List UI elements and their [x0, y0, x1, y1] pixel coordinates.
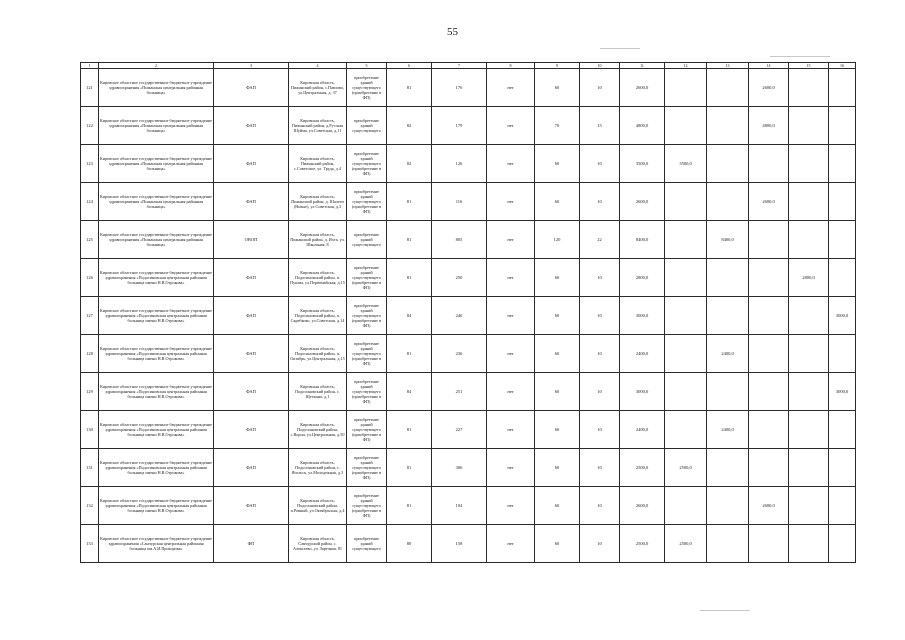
value-col-7: 227: [432, 411, 487, 449]
value-col-14: [749, 297, 789, 335]
table-row: [81, 373, 856, 411]
row-number: 126: [81, 259, 99, 297]
address: Кировская область, Подосиновский район, п.Ровный, ул.Октябрьская, д.4: [289, 487, 347, 525]
value-col-7: 246: [432, 297, 487, 335]
value-col-10: 10: [580, 373, 620, 411]
column-number: 7: [432, 63, 487, 69]
column-number: 12: [665, 63, 707, 69]
institution-name: Кировское областное государственное бюджетное учреждение здравоохранения «Пижанская центральная районная больница»: [99, 221, 214, 259]
value-col-10: 10: [580, 449, 620, 487]
facility-type: ФАП: [214, 449, 289, 487]
action: приобретение зданий существующего (приобретение в ФП): [347, 297, 387, 335]
value-col-14: [749, 411, 789, 449]
address: Кировская область, Подосиновский район, с. Ягольск, ул.Молодежная, д.3: [289, 449, 347, 487]
value-col-8: нет: [487, 335, 535, 373]
value-col-10: 10: [580, 259, 620, 297]
value-col-7: 251: [432, 373, 487, 411]
address: Кировская область, Пижанский район, д. Шалеги (Новые), ул Советская, д.3: [289, 183, 347, 221]
value-col-11: 8400,0: [620, 221, 665, 259]
value-col-8: нет: [487, 221, 535, 259]
value-col-8: нет: [487, 297, 535, 335]
value-col-10: 10: [580, 297, 620, 335]
value-col-8: нет: [487, 411, 535, 449]
value-col-10: 10: [580, 487, 620, 525]
value-col-16: [829, 487, 856, 525]
table-row: [81, 259, 856, 297]
institution-name: Кировское областное государственное бюджетное учреждение здравоохранения «Пижанская центральная районная больница»: [99, 145, 214, 183]
column-number: 2: [99, 63, 214, 69]
value-col-12: [665, 259, 707, 297]
column-number: 3: [214, 63, 289, 69]
facility-type: ФАП: [214, 373, 289, 411]
row-number: 129: [81, 373, 99, 411]
table-row: [81, 411, 856, 449]
column-number: 16: [829, 63, 856, 69]
value-col-16: [829, 449, 856, 487]
value-col-7: 236: [432, 335, 487, 373]
row-number: 131: [81, 449, 99, 487]
institution-name: Кировское областное государственное бюджетное учреждение здравоохранения «Пижанская центральная районная больница»: [99, 183, 214, 221]
value-col-14: [749, 373, 789, 411]
value-col-16: [829, 69, 856, 107]
value-col-10: 10: [580, 69, 620, 107]
value-col-14: 2600,0: [749, 183, 789, 221]
value-col-8: нет: [487, 107, 535, 145]
value-col-9: 60: [535, 259, 580, 297]
value-col-7: 116: [432, 183, 487, 221]
value-col-7: 126: [432, 145, 487, 183]
value-col-11: 2600,0: [620, 487, 665, 525]
value-col-13: [707, 373, 749, 411]
action: приобретение зданий существующего (приобретение в ФП): [347, 335, 387, 373]
column-number: 13: [707, 63, 749, 69]
value-col-12: [665, 373, 707, 411]
table-row: [81, 487, 856, 525]
table-row: [81, 525, 856, 563]
value-col-8: нет: [487, 487, 535, 525]
value-col-8: нет: [487, 373, 535, 411]
value-col-13: [707, 487, 749, 525]
facility-type: ФАП: [214, 259, 289, 297]
value-col-12: [665, 69, 707, 107]
row-number: 130: [81, 411, 99, 449]
institution-name: Кировское областное государственное бюджетное учреждение здравоохранения «Пижанская центральная районная больница»: [99, 69, 214, 107]
value-col-6: 81: [387, 411, 432, 449]
row-number: 124: [81, 183, 99, 221]
table-row: [81, 183, 856, 221]
action: приобретение зданий существующего (приобретение в ФП): [347, 411, 387, 449]
value-col-11: 3000,0: [620, 297, 665, 335]
table-row: [81, 297, 856, 335]
value-col-6: 81: [387, 69, 432, 107]
value-col-16: 3000,0: [829, 297, 856, 335]
value-col-15: [789, 145, 829, 183]
value-col-14: [749, 221, 789, 259]
action: приобретение зданий существующего (приобретение в ФП): [347, 69, 387, 107]
value-col-16: [829, 221, 856, 259]
value-col-7: 250: [432, 259, 487, 297]
table-row: [81, 221, 856, 259]
address: Кировская область, Пижанский район, с.Советское, ул. Труда, д.4: [289, 145, 347, 183]
value-col-9: 60: [535, 297, 580, 335]
action: приобретение зданий существующего: [347, 525, 387, 563]
column-number: 5: [347, 63, 387, 69]
row-number: 132: [81, 487, 99, 525]
value-col-16: [829, 145, 856, 183]
value-col-10: 10: [580, 335, 620, 373]
value-col-6: 81: [387, 335, 432, 373]
value-col-14: [749, 525, 789, 563]
address: Кировская область, Подосиновский район, с. Щеткино, д.1: [289, 373, 347, 411]
value-col-11: 4800,0: [620, 107, 665, 145]
value-col-6: 81: [387, 221, 432, 259]
value-col-15: [789, 411, 829, 449]
value-col-13: [707, 449, 749, 487]
value-col-9: 60: [535, 487, 580, 525]
column-number: 11: [620, 63, 665, 69]
value-col-12: 2500,0: [665, 525, 707, 563]
value-col-16: [829, 525, 856, 563]
action: приобретение зданий существующего (приобретение в ФП): [347, 449, 387, 487]
facility-type: ФАП: [214, 145, 289, 183]
value-col-13: 2400,0: [707, 335, 749, 373]
value-col-6: 81: [387, 487, 432, 525]
scan-mark: [770, 56, 830, 57]
facility-type: ФАП: [214, 335, 289, 373]
value-col-14: 2600,0: [749, 69, 789, 107]
action: приобретение зданий существующего (приобретение в ФП): [347, 487, 387, 525]
institution-name: Кировское областное государственное бюджетное учреждение здравоохранения «Подосиновская центральная районная больница имени Н.В.Отроковa»: [99, 487, 214, 525]
action: приобретение зданий существующего (приобретение в ФП): [347, 183, 387, 221]
value-col-12: [665, 183, 707, 221]
value-col-15: [789, 69, 829, 107]
table-row: [81, 69, 856, 107]
value-col-9: 60: [535, 335, 580, 373]
value-col-13: [707, 145, 749, 183]
row-number: 128: [81, 335, 99, 373]
value-col-10: 10: [580, 411, 620, 449]
row-number: 122: [81, 107, 99, 145]
value-col-14: 2600,0: [749, 487, 789, 525]
value-col-7: 158: [432, 525, 487, 563]
value-col-16: [829, 335, 856, 373]
value-col-9: 70: [535, 107, 580, 145]
page-number: 55: [447, 26, 458, 38]
address: Кировская область, Пижанский район, д.Русская Шуйма, ул.Советская, д.11: [289, 107, 347, 145]
value-col-6: 82: [387, 145, 432, 183]
value-col-11: 3000,0: [620, 373, 665, 411]
value-col-8: нет: [487, 449, 535, 487]
value-col-11: 2500,0: [620, 525, 665, 563]
column-number: 4: [289, 63, 347, 69]
value-col-12: 3500,0: [665, 145, 707, 183]
value-col-15: 2800,0: [789, 259, 829, 297]
value-col-9: 120: [535, 221, 580, 259]
value-col-11: 2400,0: [620, 335, 665, 373]
action: приобретение зданий существующего (приобретение в ФП): [347, 259, 387, 297]
value-col-9: 60: [535, 183, 580, 221]
scan-mark: [600, 48, 640, 49]
value-col-15: [789, 107, 829, 145]
value-col-16: 3000,0: [829, 373, 856, 411]
address: Кировская область, Подосиновский район, с.Ворон, ул.Центральная, д.50: [289, 411, 347, 449]
address: Кировская область, Подосиновский район, п. Пушма, ул.Первомайская, д.15: [289, 259, 347, 297]
value-col-14: [749, 145, 789, 183]
value-col-9: 60: [535, 373, 580, 411]
value-col-10: 10: [580, 525, 620, 563]
value-col-14: [749, 259, 789, 297]
value-col-8: нет: [487, 183, 535, 221]
institution-name: Кировское областное государственное бюджетное учреждение здравоохранения «Подосиновская центральная районная больница имени Н.В.Отроковa»: [99, 335, 214, 373]
value-col-7: 179: [432, 107, 487, 145]
value-col-16: [829, 107, 856, 145]
value-col-6: 84: [387, 297, 432, 335]
value-col-13: [707, 297, 749, 335]
value-col-15: [789, 297, 829, 335]
column-number: 8: [487, 63, 535, 69]
value-col-13: [707, 107, 749, 145]
facility-type: ОВОП: [214, 221, 289, 259]
facility-type: ФАП: [214, 69, 289, 107]
row-number: 133: [81, 525, 99, 563]
value-col-12: 2500,0: [665, 449, 707, 487]
value-col-6: 81: [387, 259, 432, 297]
value-col-6: 82: [387, 107, 432, 145]
table-row: [81, 107, 856, 145]
row-number: 123: [81, 145, 99, 183]
value-col-6: 81: [387, 449, 432, 487]
action: приобретение зданий существующего (приобретение в ФП): [347, 145, 387, 183]
value-col-6: 80: [387, 525, 432, 563]
value-col-11: 2500,0: [620, 449, 665, 487]
value-col-11: 2600,0: [620, 183, 665, 221]
value-col-13: 8400,0: [707, 221, 749, 259]
value-col-14: [749, 449, 789, 487]
address: Кировская область, Подосиновский район, п. Скребково, ул.Советская, д.14: [289, 297, 347, 335]
value-col-8: нет: [487, 69, 535, 107]
value-col-15: [789, 525, 829, 563]
column-number: 6: [387, 63, 432, 69]
value-col-9: 60: [535, 411, 580, 449]
value-col-10: 10: [580, 145, 620, 183]
institution-name: Кировское областное государственное бюджетное учреждение здравоохранения «Санчурская центральная районная больница им.А.И.Прохорова»: [99, 525, 214, 563]
value-col-12: [665, 335, 707, 373]
value-col-7: 805: [432, 221, 487, 259]
facility-type: ФАП: [214, 297, 289, 335]
facility-type: ФАП: [214, 487, 289, 525]
action: приобретение зданий существующего: [347, 107, 387, 145]
address: Кировская область, Пижанский район, д. Ихта, ул. Школьная, 8: [289, 221, 347, 259]
institution-name: Кировское областное государственное бюджетное учреждение здравоохранения «Подосиновская центральная районная больница имени Н.В.Отроковa»: [99, 373, 214, 411]
value-col-15: [789, 335, 829, 373]
column-number: 9: [535, 63, 580, 69]
row-number: 125: [81, 221, 99, 259]
address: Кировская область, Пижанский район, с.Павлово, ул.Центральная, д. 37: [289, 69, 347, 107]
action: приобретение зданий существующего: [347, 221, 387, 259]
value-col-6: 84: [387, 373, 432, 411]
row-number: 121: [81, 69, 99, 107]
facility-type: ФАП: [214, 411, 289, 449]
value-col-13: [707, 69, 749, 107]
value-col-13: [707, 183, 749, 221]
value-col-10: 22: [580, 221, 620, 259]
column-number: 14: [749, 63, 789, 69]
column-number: 10: [580, 63, 620, 69]
value-col-7: 176: [432, 69, 487, 107]
facility-type: ФАП: [214, 107, 289, 145]
value-col-11: 3500,0: [620, 145, 665, 183]
value-col-9: 60: [535, 449, 580, 487]
value-col-9: 60: [535, 145, 580, 183]
value-col-6: 81: [387, 183, 432, 221]
scan-mark: [700, 610, 750, 611]
value-col-12: [665, 107, 707, 145]
value-col-11: 2800,0: [620, 259, 665, 297]
institution-name: Кировское областное государственное бюджетное учреждение здравоохранения «Подосиновская центральная районная больница имени Н.В.Отроковa»: [99, 297, 214, 335]
value-col-8: нет: [487, 259, 535, 297]
value-col-9: 60: [535, 69, 580, 107]
value-col-16: [829, 259, 856, 297]
value-col-15: [789, 373, 829, 411]
value-col-13: [707, 259, 749, 297]
value-col-15: [789, 449, 829, 487]
facility-register-table: [80, 62, 856, 563]
action: приобретение зданий существующего (приобретение в ФП): [347, 373, 387, 411]
facility-type: ФП: [214, 525, 289, 563]
value-col-8: нет: [487, 525, 535, 563]
column-number: 15: [789, 63, 829, 69]
value-col-14: 4800,0: [749, 107, 789, 145]
value-col-7: 104: [432, 487, 487, 525]
address: Кировская область, Санчурский район, с. Алексеево, ул. Заречная, 81: [289, 525, 347, 563]
column-number: 1: [81, 63, 99, 69]
institution-name: Кировское областное государственное бюджетное учреждение здравоохранения «Подосиновская центральная районная больница имени Н.В.Отроковa»: [99, 259, 214, 297]
value-col-15: [789, 183, 829, 221]
value-col-15: [789, 487, 829, 525]
value-col-8: нет: [487, 145, 535, 183]
address: Кировская область, Подосиновский район, п. Октябрь, ул.Центральная, д.15: [289, 335, 347, 373]
value-col-11: 2600,0: [620, 69, 665, 107]
table-row: [81, 449, 856, 487]
value-col-13: 2400,0: [707, 411, 749, 449]
value-col-9: 60: [535, 525, 580, 563]
value-col-12: [665, 411, 707, 449]
value-col-10: 10: [580, 183, 620, 221]
value-col-12: [665, 487, 707, 525]
value-col-12: [665, 221, 707, 259]
value-col-16: [829, 411, 856, 449]
value-col-12: [665, 297, 707, 335]
value-col-14: [749, 335, 789, 373]
institution-name: Кировское областное государственное бюджетное учреждение здравоохранения «Пижанская центральная районная больница»: [99, 107, 214, 145]
value-col-16: [829, 183, 856, 221]
institution-name: Кировское областное государственное бюджетное учреждение здравоохранения «Подосиновская центральная районная больница имени Н.В.Отроковa»: [99, 411, 214, 449]
facility-type: ФАП: [214, 183, 289, 221]
value-col-7: 306: [432, 449, 487, 487]
value-col-13: [707, 525, 749, 563]
row-number: 127: [81, 297, 99, 335]
value-col-15: [789, 221, 829, 259]
value-col-11: 2400,0: [620, 411, 665, 449]
value-col-10: 15: [580, 107, 620, 145]
table-row: [81, 145, 856, 183]
table-row: [81, 335, 856, 373]
institution-name: Кировское областное государственное бюджетное учреждение здравоохранения «Подосиновская центральная районная больница имени Н.В.Отроковa»: [99, 449, 214, 487]
